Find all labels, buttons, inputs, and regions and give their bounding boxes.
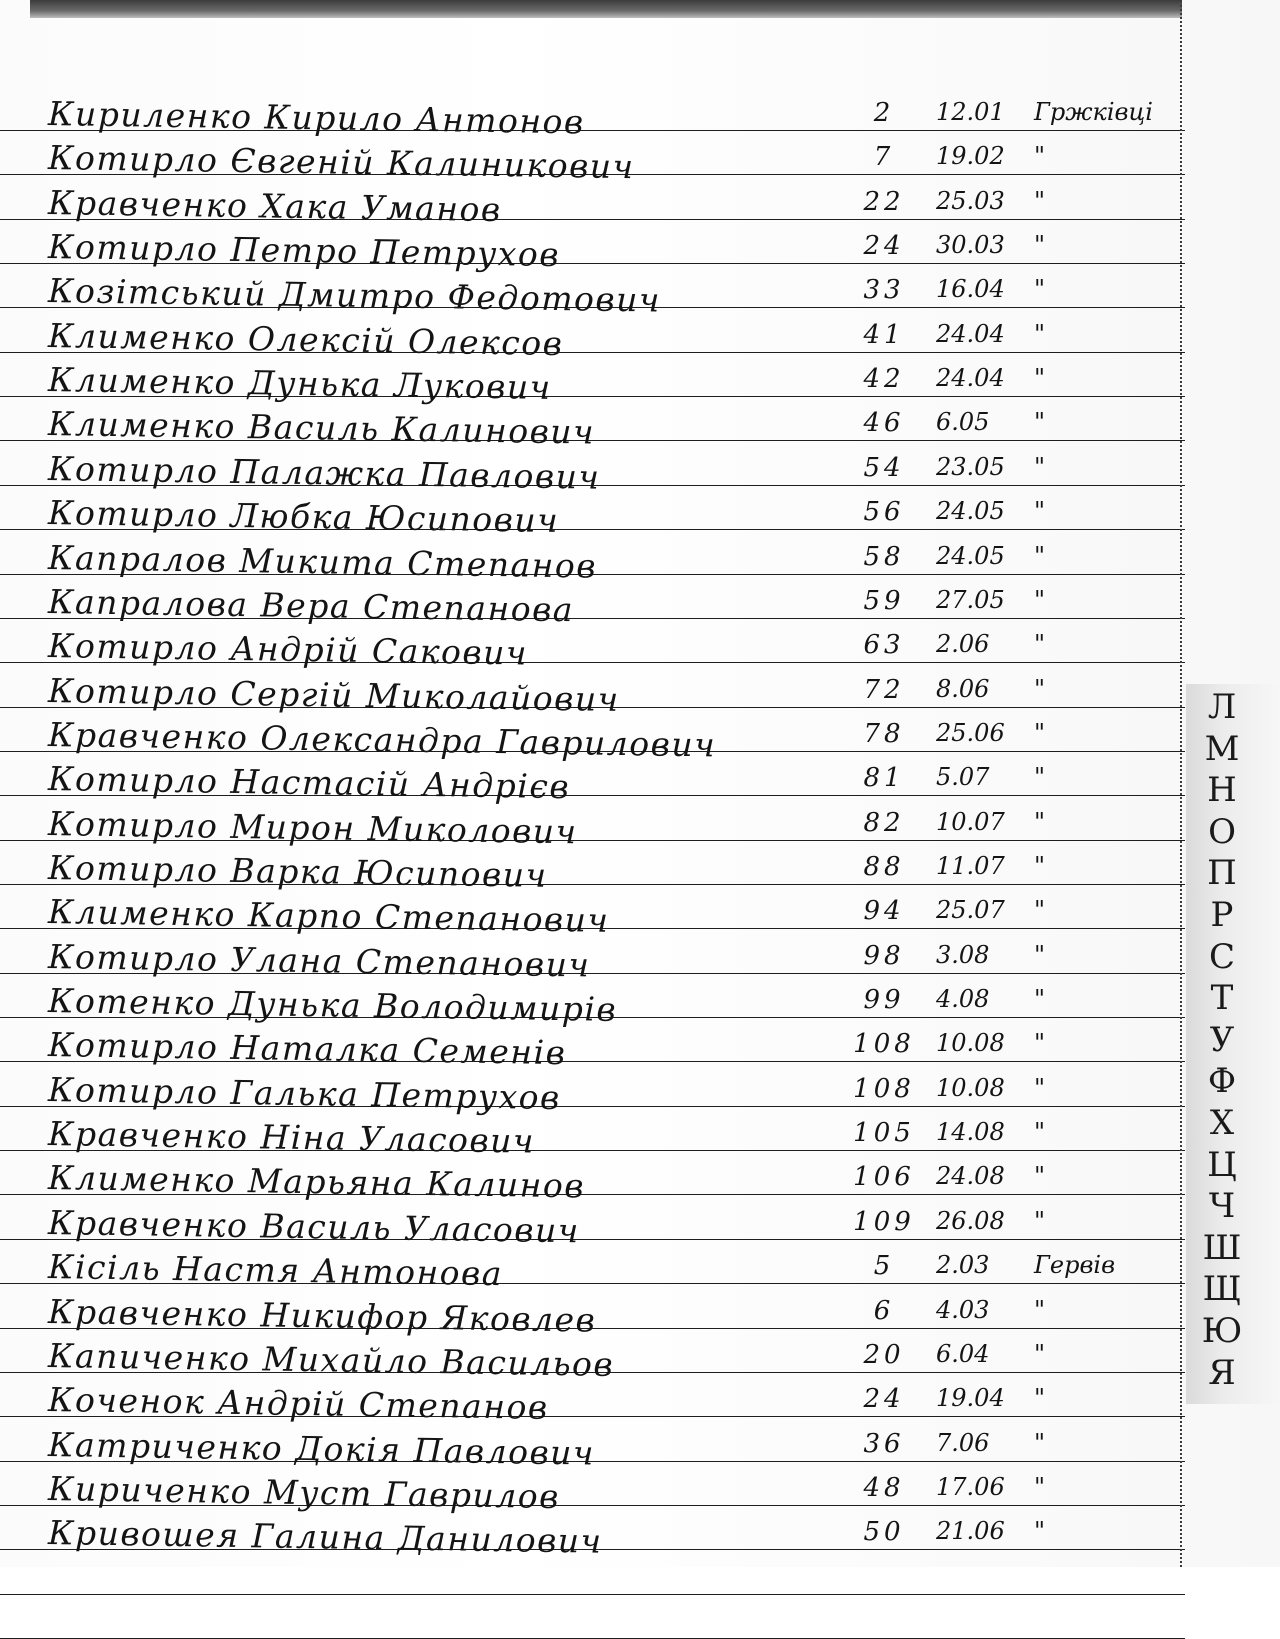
entry-name: Козітський Дмитро Федотович bbox=[47, 271, 662, 321]
binding-shadow bbox=[30, 0, 1182, 18]
index-tab[interactable]: Ф bbox=[1207, 1061, 1237, 1102]
entry-place: " bbox=[1034, 674, 1046, 703]
entry-number: 94 bbox=[863, 896, 905, 927]
index-tab[interactable]: Ц bbox=[1207, 1144, 1237, 1185]
entry-place: Гервів bbox=[1034, 1251, 1116, 1280]
entry-number: 24 bbox=[863, 231, 905, 262]
entry-name: Клименко Олексій Олексов bbox=[47, 315, 564, 363]
entry-date: 11.07 bbox=[936, 852, 1005, 880]
entry-name: Клименко Дунька Лукович bbox=[47, 360, 553, 408]
entry-date: 4.03 bbox=[936, 1295, 990, 1324]
entry-number: 98 bbox=[863, 940, 905, 971]
entry-place: " bbox=[1034, 497, 1046, 526]
entry-place: " bbox=[1034, 763, 1046, 792]
entry-place: " bbox=[1034, 585, 1046, 614]
entry-number: 81 bbox=[863, 763, 905, 794]
entry-name: Котирло Любка Юсипович bbox=[47, 493, 560, 541]
ledger-entry bbox=[0, 935, 1190, 985]
entry-date: 2.03 bbox=[936, 1251, 990, 1280]
entry-number: 36 bbox=[863, 1428, 905, 1459]
entry-name: Котирло Наталка Семенів bbox=[47, 1025, 567, 1073]
entry-number: 108 bbox=[853, 1073, 915, 1104]
index-tab[interactable]: Н bbox=[1207, 770, 1237, 811]
entry-name: Котирло Сергій Миколайович bbox=[47, 670, 620, 719]
entry-place: " bbox=[1034, 1517, 1046, 1546]
entry-place: " bbox=[1034, 275, 1046, 304]
entry-name: Котирло Палажка Павлович bbox=[47, 448, 601, 497]
entry-place: " bbox=[1034, 807, 1046, 836]
ledger-entry bbox=[0, 1290, 1190, 1340]
entry-number: 42 bbox=[863, 364, 905, 395]
entry-date: 10.08 bbox=[936, 1073, 1005, 1102]
index-tab[interactable]: Р bbox=[1210, 895, 1234, 935]
entry-date: 10.07 bbox=[936, 807, 1005, 836]
entry-place: " bbox=[1034, 718, 1046, 747]
index-tab[interactable]: Я bbox=[1208, 1352, 1236, 1393]
entry-number: 59 bbox=[863, 585, 905, 616]
entry-date: 7.06 bbox=[936, 1428, 990, 1457]
entry-name: Клименко Василь Калинович bbox=[47, 404, 596, 452]
entry-name: Капиченко Михайло Васильов bbox=[47, 1335, 615, 1384]
entry-date: 10.08 bbox=[936, 1029, 1005, 1058]
entry-name: Кириченко Муст Гаврилов bbox=[47, 1468, 561, 1516]
entry-number: 41 bbox=[863, 319, 905, 350]
index-tab[interactable]: С bbox=[1208, 936, 1235, 977]
ledger-entry bbox=[0, 580, 1190, 630]
entry-date: 19.02 bbox=[936, 142, 1005, 171]
entry-name: Кравченко Хака Уманов bbox=[47, 182, 502, 229]
entry-number: 78 bbox=[863, 718, 905, 749]
entry-number: 109 bbox=[853, 1206, 915, 1237]
entry-place: " bbox=[1034, 985, 1046, 1013]
ledger-entry bbox=[0, 1156, 1190, 1206]
entry-place: " bbox=[1034, 1073, 1046, 1102]
entry-number: 6 bbox=[873, 1295, 895, 1326]
entry-number: 88 bbox=[863, 852, 905, 882]
entry-date: 21.06 bbox=[936, 1517, 1005, 1546]
entry-number: 5 bbox=[873, 1251, 895, 1282]
entry-place: " bbox=[1034, 852, 1046, 880]
entry-date: 30.03 bbox=[936, 231, 1005, 260]
ledger-entry bbox=[0, 536, 1190, 586]
entry-name: Кириленко Кирило Антонов bbox=[47, 94, 586, 142]
entry-place: " bbox=[1034, 940, 1046, 969]
entry-date: 25.06 bbox=[936, 718, 1005, 747]
entry-number: 63 bbox=[863, 630, 905, 661]
ruled-line bbox=[0, 1594, 1185, 1595]
index-tab[interactable]: П bbox=[1207, 853, 1237, 894]
entry-number: 58 bbox=[863, 541, 905, 572]
ledger-entry bbox=[0, 624, 1190, 673]
entry-place: " bbox=[1034, 1472, 1046, 1501]
entry-date: 6.05 bbox=[936, 408, 990, 437]
entry-name: Клименко Марьяна Калинов bbox=[47, 1158, 586, 1206]
ledger-entry bbox=[0, 269, 1190, 321]
entry-number: 106 bbox=[853, 1162, 915, 1193]
index-tab[interactable]: Л bbox=[1207, 687, 1237, 727]
entry-name: Котирло Улана Степанович bbox=[47, 936, 591, 985]
index-tab[interactable]: Щ bbox=[1202, 1269, 1242, 1310]
ledger-entry bbox=[0, 314, 1190, 363]
entry-number: 48 bbox=[863, 1472, 905, 1503]
entry-date: 14.08 bbox=[936, 1118, 1005, 1147]
entry-date: 24.08 bbox=[936, 1162, 1005, 1191]
entry-number: 54 bbox=[863, 452, 905, 483]
entry-name: Кравченко Василь Уласович bbox=[47, 1202, 581, 1251]
index-tab[interactable]: Ч bbox=[1208, 1186, 1236, 1227]
entry-name: Кривошея Галина Данилович bbox=[47, 1513, 603, 1561]
ledger-entry bbox=[0, 358, 1190, 408]
entry-date: 26.08 bbox=[936, 1206, 1005, 1235]
entry-number: 7 bbox=[873, 142, 895, 173]
entry-number: 22 bbox=[863, 186, 905, 217]
entry-place: " bbox=[1034, 364, 1046, 393]
entry-number: 108 bbox=[853, 1029, 915, 1060]
entry-place: " bbox=[1034, 1428, 1046, 1457]
entry-date: 8.06 bbox=[936, 674, 990, 703]
ledger-entry bbox=[0, 757, 1190, 807]
entry-place: " bbox=[1034, 1295, 1046, 1324]
ledger-entry bbox=[0, 181, 1190, 229]
entry-name: Катриченко Докія Павлович bbox=[47, 1424, 596, 1473]
index-tab[interactable]: Т bbox=[1210, 978, 1234, 1019]
entry-name: Клименко Карпо Степанович bbox=[47, 892, 610, 941]
entry-number: 50 bbox=[863, 1517, 905, 1548]
ledger-entry bbox=[0, 1023, 1190, 1073]
entry-place: " bbox=[1034, 142, 1046, 171]
entry-name: Кравченко Олександра Гаврилович bbox=[47, 714, 717, 765]
entry-date: 27.05 bbox=[936, 585, 1005, 614]
entry-place: " bbox=[1034, 1118, 1046, 1147]
entry-number: 72 bbox=[863, 674, 905, 705]
entry-date: 25.07 bbox=[936, 896, 1005, 925]
entry-date: 24.05 bbox=[936, 541, 1005, 570]
entry-number: 33 bbox=[863, 275, 905, 306]
entry-place: " bbox=[1034, 630, 1046, 659]
ledger-entry bbox=[0, 802, 1190, 851]
entry-number: 105 bbox=[853, 1118, 915, 1149]
ledger-entry bbox=[0, 890, 1190, 941]
index-tab[interactable]: Х bbox=[1209, 1103, 1235, 1143]
entry-date: 4.08 bbox=[936, 985, 990, 1013]
index-tab[interactable]: Ю bbox=[1201, 1311, 1243, 1351]
entry-place: " bbox=[1034, 186, 1046, 215]
entry-place: " bbox=[1034, 1339, 1046, 1368]
entry-number: 46 bbox=[863, 408, 905, 439]
ledger-entry bbox=[0, 136, 1190, 187]
entry-date: 12.01 bbox=[936, 98, 1005, 126]
ledger-entry bbox=[0, 1112, 1190, 1161]
entry-place: " bbox=[1034, 319, 1046, 348]
entry-place: Гржківці bbox=[1034, 98, 1153, 126]
entry-name: Капралов Микита Степанов bbox=[47, 537, 598, 586]
entry-date: 17.06 bbox=[936, 1472, 1005, 1501]
entry-date: 16.04 bbox=[936, 275, 1005, 304]
entry-name: Котирло Євгеній Калиникович bbox=[47, 138, 635, 187]
entry-date: 3.08 bbox=[936, 940, 990, 969]
index-tab[interactable]: М bbox=[1204, 728, 1240, 769]
entry-name: Котирло Настасій Андрієв bbox=[47, 759, 571, 807]
ledger-entry bbox=[0, 1245, 1190, 1294]
entry-place: " bbox=[1034, 231, 1046, 260]
entry-date: 5.07 bbox=[936, 763, 990, 792]
entry-name: Котирло Варка Юсипович bbox=[47, 848, 548, 895]
ledger-entry bbox=[0, 447, 1190, 497]
entry-place: " bbox=[1034, 1162, 1046, 1191]
entry-name: Котирло Андрій Сакович bbox=[47, 626, 529, 673]
ledger-entry bbox=[0, 92, 1190, 142]
ledger-entry bbox=[0, 1334, 1190, 1384]
ledger-entry bbox=[0, 1201, 1190, 1251]
index-tab[interactable]: Ш bbox=[1202, 1227, 1242, 1268]
ledger-entry bbox=[0, 491, 1190, 541]
entry-name: Кравченко Ніна Уласович bbox=[47, 1114, 536, 1161]
ledger-entry bbox=[0, 846, 1190, 895]
entry-name: Коченок Андрій Степанов bbox=[47, 1380, 549, 1428]
entry-number: 24 bbox=[863, 1384, 905, 1415]
ledger-entry bbox=[0, 1068, 1190, 1117]
entry-date: 24.04 bbox=[936, 319, 1005, 348]
entry-number: 56 bbox=[863, 497, 905, 528]
entry-place: " bbox=[1034, 1029, 1046, 1058]
entry-place: " bbox=[1034, 452, 1046, 481]
ledger-entry bbox=[0, 1511, 1190, 1561]
entry-name: Кравченко Никифор Яковлев bbox=[47, 1291, 597, 1340]
entry-place: " bbox=[1034, 1206, 1046, 1235]
entry-name: Котирло Мирон Миколович bbox=[47, 803, 578, 851]
ledger-entry bbox=[0, 1378, 1190, 1428]
entry-name: Котирло Петро Петрухов bbox=[47, 227, 561, 275]
entry-number: 82 bbox=[863, 807, 905, 838]
entry-date: 6.04 bbox=[936, 1339, 990, 1368]
entry-place: " bbox=[1034, 408, 1046, 437]
ledger-entry bbox=[0, 402, 1190, 452]
index-tab[interactable]: О bbox=[1208, 811, 1236, 852]
entry-number: 2 bbox=[873, 98, 895, 128]
entry-date: 24.04 bbox=[936, 364, 1005, 393]
entry-name: Капралова Вера Степанова bbox=[47, 581, 575, 630]
entry-number: 99 bbox=[863, 985, 905, 1015]
entry-name: Кісіль Настя Антонова bbox=[47, 1247, 504, 1294]
ledger-entry bbox=[0, 713, 1190, 765]
entry-date: 25.03 bbox=[936, 186, 1005, 215]
entry-date: 19.04 bbox=[936, 1384, 1005, 1413]
index-tab[interactable]: У bbox=[1209, 1019, 1235, 1060]
ledger-entry bbox=[0, 669, 1190, 719]
entry-date: 2.06 bbox=[936, 630, 990, 659]
entry-name: Котирло Галька Петрухов bbox=[47, 1069, 562, 1117]
entry-place: " bbox=[1034, 1384, 1046, 1413]
ledger-entry bbox=[0, 1423, 1190, 1473]
entry-date: 23.05 bbox=[936, 452, 1005, 481]
ledger-entry bbox=[0, 979, 1190, 1029]
entry-place: " bbox=[1034, 896, 1046, 925]
entry-date: 24.05 bbox=[936, 497, 1005, 526]
ledger-entry bbox=[0, 1467, 1190, 1516]
entry-name: Котенко Дунька Володимирів bbox=[47, 981, 618, 1029]
ledger-entry bbox=[0, 225, 1190, 275]
entry-number: 20 bbox=[863, 1339, 905, 1370]
entry-place: " bbox=[1034, 541, 1046, 570]
